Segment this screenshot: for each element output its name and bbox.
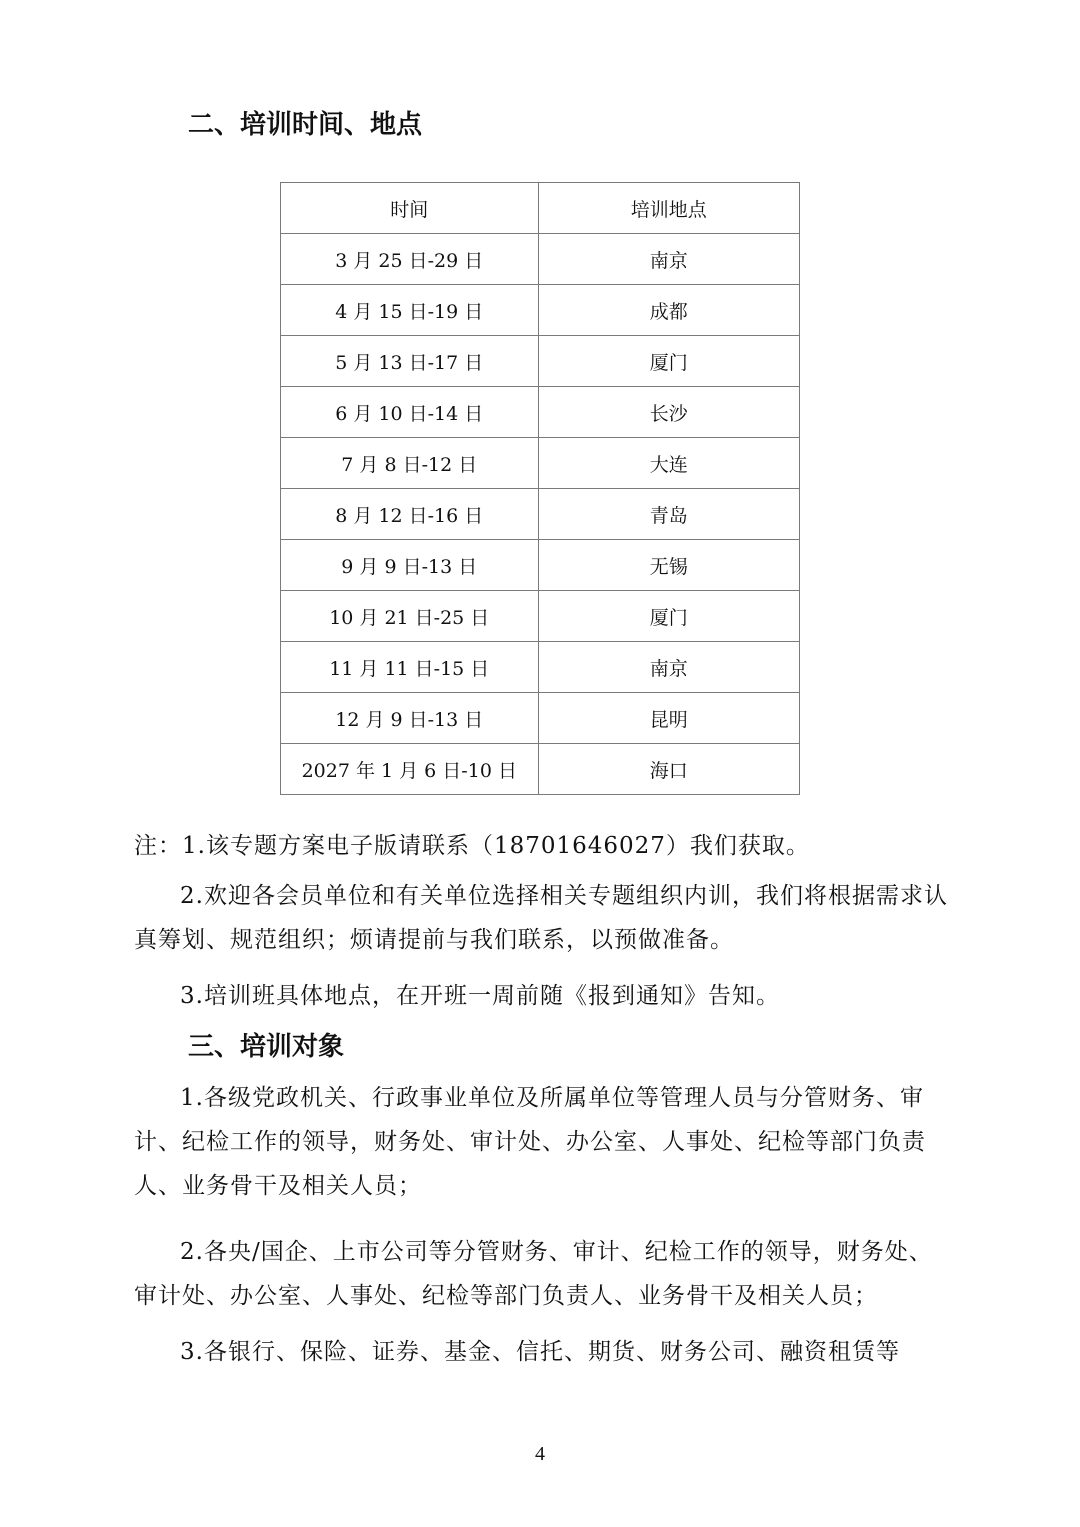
table-row bbox=[281, 234, 800, 285]
date-cell: 3 月 25 日-29 日 bbox=[281, 234, 539, 285]
date-cell: 4 月 15 日-19 日 bbox=[281, 285, 539, 336]
date-cell: 7 月 8 日-12 日 bbox=[281, 438, 539, 489]
table-row bbox=[281, 438, 800, 489]
table-row bbox=[281, 285, 800, 336]
note-1: 注：1.该专题方案电子版请联系（18701646027）我们获取。 bbox=[134, 833, 810, 859]
location-cell: 无锡 bbox=[538, 540, 799, 591]
date-cell: 10 月 21 日-25 日 bbox=[281, 591, 539, 642]
table-row bbox=[281, 744, 800, 795]
section-3-heading: 三、培训对象 bbox=[188, 1032, 345, 1062]
location-cell: 昆明 bbox=[538, 693, 799, 744]
note-2: 2.欢迎各会员单位和有关单位选择相关专题组织内训，我们将根据需求认真筹划、规范组织；烦请提前与我们联系，以预做准备。 bbox=[134, 883, 948, 953]
location-cell: 厦门 bbox=[538, 336, 799, 387]
table-row bbox=[281, 642, 800, 693]
location-cell: 青岛 bbox=[538, 489, 799, 540]
location-cell: 海口 bbox=[538, 744, 799, 795]
date-cell: 6 月 10 日-14 日 bbox=[281, 387, 539, 438]
schedule-table bbox=[280, 182, 800, 795]
location-cell: 厦门 bbox=[538, 591, 799, 642]
column-header-location: 培训地点 bbox=[538, 183, 799, 234]
date-cell: 2027 年 1 月 6 日-10 日 bbox=[281, 744, 539, 795]
table-row bbox=[281, 591, 800, 642]
date-cell: 8 月 12 日-16 日 bbox=[281, 489, 539, 540]
date-cell: 5 月 13 日-17 日 bbox=[281, 336, 539, 387]
table-row bbox=[281, 336, 800, 387]
location-cell: 大连 bbox=[538, 438, 799, 489]
date-cell: 11 月 11 日-15 日 bbox=[281, 642, 539, 693]
table-header-row bbox=[281, 183, 800, 234]
date-cell: 12 月 9 日-13 日 bbox=[281, 693, 539, 744]
location-cell: 成都 bbox=[538, 285, 799, 336]
note-3: 3.培训班具体地点，在开班一周前随《报到通知》告知。 bbox=[180, 983, 780, 1009]
table-row bbox=[281, 540, 800, 591]
date-cell: 9 月 9 日-13 日 bbox=[281, 540, 539, 591]
target-item-1: 1.各级党政机关、行政事业单位及所属单位等管理人员与分管财务、审计、纪检工作的领导，财务处、审计处、办公室、人事处、纪检等部门负责人、业务骨干及相关人员； bbox=[134, 1085, 926, 1199]
section-2-heading: 二、培训时间、地点 bbox=[188, 110, 423, 140]
table-row bbox=[281, 693, 800, 744]
target-item-3: 3.各银行、保险、证券、基金、信托、期货、财务公司、融资租赁等 bbox=[180, 1339, 900, 1365]
location-cell: 南京 bbox=[538, 234, 799, 285]
table-row bbox=[281, 489, 800, 540]
target-item-2: 2.各央/国企、上市公司等分管财务、审计、纪检工作的领导，财务处、审计处、办公室、人事处、纪检等部门负责人、业务骨干及相关人员； bbox=[134, 1239, 933, 1309]
page-number: 4 bbox=[535, 1443, 545, 1465]
column-header-time: 时间 bbox=[281, 183, 539, 234]
location-cell: 长沙 bbox=[538, 387, 799, 438]
location-cell: 南京 bbox=[538, 642, 799, 693]
table-row bbox=[281, 387, 800, 438]
